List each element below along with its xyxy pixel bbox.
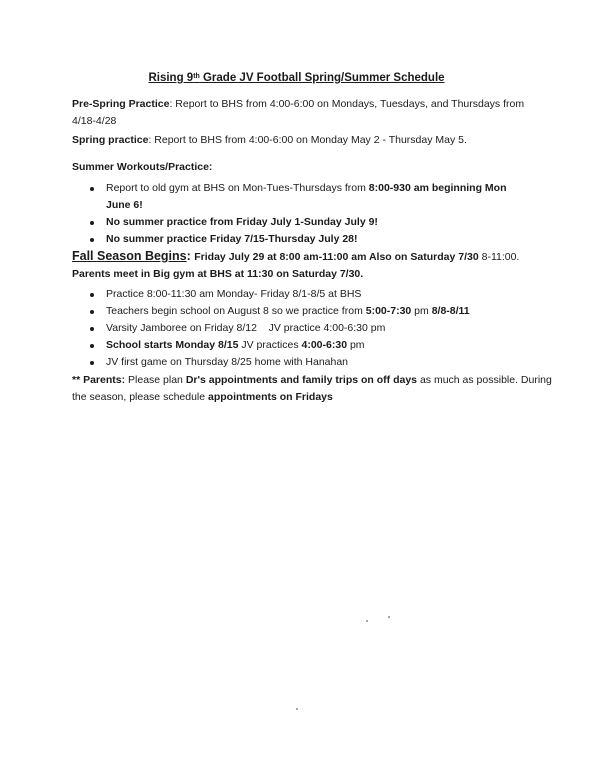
fall-list <box>88 286 528 371</box>
summer-heading: Summer Workouts/Practice: <box>72 161 213 173</box>
spring-paragraph <box>72 132 542 149</box>
fall-paragraph: Fall Season Begins: Friday July 29 at 8:00 am-11:00 am Also on Saturday 7/30 8-11:00. Parents meet in Big gym at BHS at 11:30 on Saturday 7/30. <box>72 249 520 280</box>
list-item: No summer practice from Friday July 1-Sunday July 9! <box>88 214 528 231</box>
page-title <box>0 72 593 84</box>
list-item: School starts Monday 8/15 JV practices 4:00-6:30 pm <box>88 337 528 354</box>
list-item: JV first game on Thursday 8/25 home with Hanahan <box>88 354 528 371</box>
fall-label: Fall Season Begins <box>72 249 187 263</box>
scan-speck <box>388 616 390 618</box>
summer-list <box>88 180 528 248</box>
list-item: Varsity Jamboree on Friday 8/12 JV practice 4:00-6:30 pm <box>88 320 528 337</box>
spring-label: Spring practice <box>72 134 149 146</box>
title-superscript: th <box>193 73 200 80</box>
title-text-rest: Grade JV Football Spring/Summer Schedule <box>199 72 445 84</box>
pre-spring-paragraph <box>72 96 542 130</box>
spring-text: : Report to BHS from 4:00-6:00 on Monday May 2 - Thursday May 5. <box>148 134 467 146</box>
list-item: Teachers begin school on August 8 so we practice from 5:00-7:30 pm 8/8-8/11 <box>88 303 528 320</box>
scan-speck <box>296 708 298 710</box>
list-item: Report to old gym at BHS on Mon-Tues-Thursdays from 8:00-930 am beginning Mon June 6! <box>88 180 528 214</box>
fall-parents-line: Parents meet in Big gym at BHS at 11:30 on Saturday 7/30. <box>72 268 364 280</box>
scan-speck <box>366 620 368 622</box>
pre-spring-label: Pre-Spring Practice <box>72 98 170 110</box>
list-item: Practice 8:00-11:30 am Monday- Friday 8/1-8/5 at BHS <box>88 286 528 303</box>
list-item: No summer practice Friday 7/15-Thursday July 28! <box>88 231 528 248</box>
title-text: Rising 9 <box>148 72 194 84</box>
parents-note: ** Parents: Please plan Dr's appointments and family trips on off days as much as possible. During the season, please schedule appointments on Fridays <box>72 374 552 403</box>
pre-spring-text: : Report to BHS from 4:00-6:00 on Mondays, Tuesdays, and Thursdays from 4/18-4/28 <box>72 98 525 127</box>
